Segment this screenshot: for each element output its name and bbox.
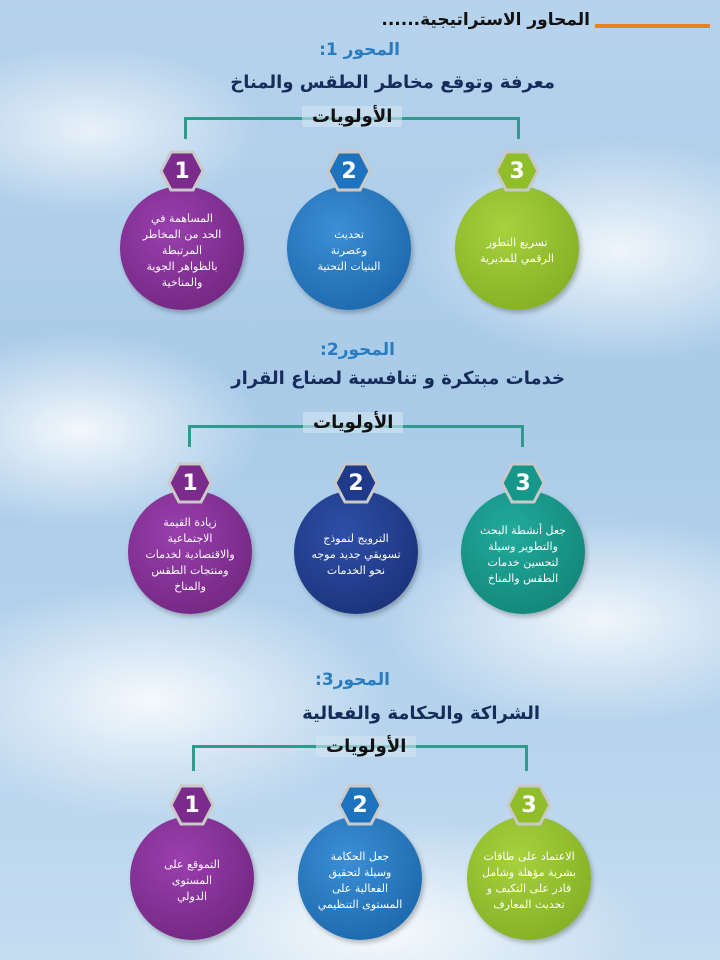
priority-circle-2 — [287, 186, 411, 310]
priority-circle-1 — [128, 490, 252, 614]
priority-number: 3 — [509, 158, 525, 184]
connector-line — [525, 745, 528, 771]
priority-number: 2 — [352, 792, 368, 818]
priority-text: التموقع على المستوى الدولي — [164, 858, 220, 903]
priority-circle-3 — [461, 490, 585, 614]
priority-circle-1 — [130, 816, 254, 940]
priority-circle-2 — [298, 816, 422, 940]
hexagon-badge-3 — [494, 150, 540, 192]
priority-text: تسريع التطور الرقمي للمديرية — [480, 236, 554, 265]
hexagon-badge-3 — [506, 784, 552, 826]
priority-number: 2 — [341, 158, 357, 184]
priority-circle-1 — [120, 186, 244, 310]
hexagon-badge-2 — [337, 784, 383, 826]
axis-title: الشراكة والحكامة والفعالية — [302, 703, 540, 724]
priorities-label: الأولويات — [316, 736, 416, 757]
priorities-label: الأولويات — [302, 106, 402, 127]
priority-circle-3 — [467, 816, 591, 940]
priority-number: 1 — [174, 158, 190, 184]
connector-line — [521, 425, 524, 447]
hexagon-badge-1 — [167, 462, 213, 504]
priority-text: المساهمة في الحد من المخاطر المرتبطة بالظواهر الجوية والمناخية — [142, 212, 222, 289]
connector-line — [188, 425, 191, 447]
connector-line — [184, 117, 187, 139]
priority-number: 3 — [515, 470, 531, 496]
priority-text: جعل أنشطة البحث والتطوير وسيلة لتحسين خدمات الطقس والمناخ — [480, 524, 566, 585]
hexagon-badge-1 — [159, 150, 205, 192]
axis-label: المحور3: — [315, 670, 390, 690]
hexagon-badge-3 — [500, 462, 546, 504]
axis-label: المحور2: — [320, 340, 395, 360]
hexagon-badge-2 — [326, 150, 372, 192]
connector-line — [517, 117, 520, 139]
axis-title: معرفة وتوقع مخاطر الطقس والمناخ — [230, 72, 555, 93]
page-title: المحاور الاستراتيجية...... — [381, 10, 590, 30]
header-accent-line — [595, 24, 710, 28]
hexagon-badge-2 — [333, 462, 379, 504]
axis-label: المحور 1: — [319, 40, 400, 60]
priority-text: الترويج لنموذج تسويقي جديد موجه نحو الخدمات — [311, 532, 401, 577]
priority-text: تحديث وعصرنة البنيات التحتية — [317, 228, 381, 273]
priority-text: الاعتماد على طاقات بشرية مؤهلة وشامل قادر على التكيف و تحديث المعارف — [482, 850, 576, 911]
axis-title: خدمات مبتكرة و تنافسية لصناع القرار — [231, 368, 565, 389]
priority-text: جعل الحكامة وسيلة لتحقيق الفعالية على المستوى التنظيمي — [317, 850, 403, 911]
priorities-label: الأولويات — [303, 412, 403, 433]
priority-number: 2 — [348, 470, 364, 496]
priority-number: 3 — [521, 792, 537, 818]
priority-text: زيادة القيمة الاجتماعية والاقتصادية لخدمات ومنتجات الطقس والمناخ — [145, 516, 235, 593]
priority-number: 1 — [184, 792, 200, 818]
priority-number: 1 — [182, 470, 198, 496]
priority-circle-2 — [294, 490, 418, 614]
hexagon-badge-1 — [169, 784, 215, 826]
connector-line — [192, 745, 195, 771]
priority-circle-3 — [455, 186, 579, 310]
